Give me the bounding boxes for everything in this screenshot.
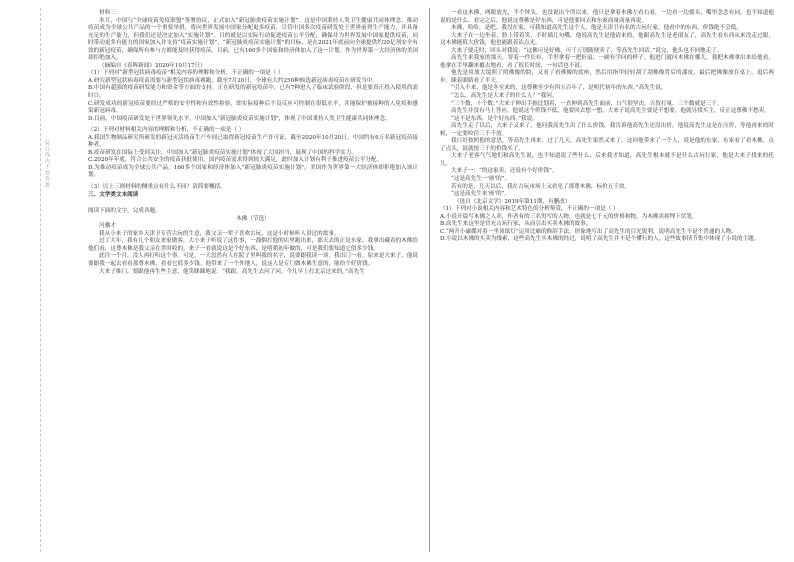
right-column <box>440 10 774 244</box>
question3-stem: （3）以上三则材料的侧重点有什么不同？请简要概括。 <box>88 184 226 191</box>
material3-label: 材料三： <box>99 10 122 16</box>
story-paragraph: 我只好按照他的意思，等高先生再来。过了几天，高先生果然又来了，这回他带来了一个人，说是他的东家，东家看了看木佛，点了点头，说就按三千的价钱买了。 <box>440 138 774 152</box>
question2-stem: （2）下列对材料相关内容的理解和分析，不正确的一项是（ ） <box>88 127 245 134</box>
binding-margin-text: 装订线内不要答题 <box>44 140 50 188</box>
material3-body: 本月，中国与“全球疫苗免疫联盟”签署协议，正式加入“新冠肺炎疫苗实施计划”。这是中国秉持人类卫生健康共同体理念、推动疫苗成为全球公共产品的一个重要举措，将向世界发展中国家分配更多疫苗，尽管中国多次疫苗研发处于世界前列生产能力，并具备充足的生产能力，但我们还是决定加入“实施计划”，目的就是以实际行动促进疫苗公平分配，确保并为世界发展中国家提供疫苗，同时带动更多有能力的国家加入并支持“疫苗实施计划”。“新冠肺炎疫苗实施计划”的目标，是在2021年底前向全球提供约20亿剂安全有效的新冠疫苗，确保所有参与方都能及时获得疫苗。目前，已有160多个国家和经济体加入了这一计划。作为世界第一大经济体的美国却拒绝加入。 <box>88 17 418 62</box>
question2-option-a: A.我国生物制品研究所研发的新冠灭活疫苗生产车间已取得新冠疫苗生产许可证，截至2020年10月20日，中国约有6万名新冠疫苗接种者。 <box>88 134 418 149</box>
story-question1-option-b: B.高先生来这里是冒充古玩行家，从而引出买卖木佛的故事。 <box>440 221 592 228</box>
story-question1-option-d: D.小说以木佛的买卖为线索，这些高先生买木佛的经过，说明了高先生并不是个懂行的人，这些故事情节集中体现了小说的主题。 <box>440 236 760 243</box>
story-source: （选自《北京文学》2019年第11期，有删改） <box>454 198 571 205</box>
story-paragraph: 过了大年，我有几个朋友来家做客，大小来子听说了这件事，一溜烟打他的店里跑出来，那天去的正是东家。我拿出藏着的木佛给他们看，这尊木佛是我父亲在世时收的，来子一看就说这是个好东西，是明朝初年做的，可是我们要知道它值多少钱。 <box>88 238 418 252</box>
left-column <box>88 10 418 276</box>
story-question1-option-c: C.“两升小磁碟对着一坐顶纸灯”运用比喻的修辞手法，形象地写出了高先生的目光锐利，说明高先生不是个普通的人物。 <box>440 228 737 235</box>
reading-instruction: 阅读下面的文字，完成各题。 <box>88 208 161 215</box>
story-paragraph: “引入不来，他是冬至来的，这尊佛至少有四五百年了，是明代初年的东西。”高先生说。 <box>451 85 667 92</box>
story-paragraph: “这是高先生一'画'的”。 <box>451 176 511 183</box>
story-paragraph: 高先生并没有马上答应，他说这个价钱不低，他要回去想一想。大来子说高先生要是不想要，他就另找买主，反正这尊佛不愁卖。 <box>451 108 770 115</box>
story-author: 冯骥才 <box>99 223 116 230</box>
question2-option-d: D.为推动疫苗成为全球公共产品，160多个国家和经济体加入“新冠肺炎疫苗实施计划”，美国作为世界第一大经济体却拒绝加入该计划。 <box>88 164 418 179</box>
story-question1-option-a: A.小说开篇写木佛之人卖，作者有的三名男写的人物，也就是七千元的价格和物，为木佛卖掉埋下伏笔。 <box>440 213 698 220</box>
story-paragraph: 大来子老客气气地们和高先生说，也不知道说了些什么，后来我才知道，高先生根本就不是什么古玩行家，他是大来子找来的托儿。 <box>440 153 774 167</box>
story-paragraph: 若有的是，几天以后，我在古玩市场上又看见了那尊木佛，标价五千块。 <box>451 183 631 190</box>
section-title: 三、文学类文本阅读 <box>88 191 139 198</box>
story-paragraph: 高先生走了以后，大来子又来了，他问我高先生出了什么价钱，我告诉他高先生还没出价，他说高先生这是在压价，等他再来的时候，一定要咬住三千不放。 <box>440 123 774 137</box>
story-paragraph: “这不是东西，是个好东西。”我说。 <box>451 115 538 122</box>
question1-option-b: B.中国有超强的疫苗研发能力和资金等方面的支持，正在研发的新冠疫苗中，已有7种进入了临床试验阶段，但是要真正投入使用尚需时日。 <box>88 85 418 100</box>
binding-margin-line <box>40 8 41 552</box>
story-paragraph: “三个数，十个数。”大来子伸出手指比划着，一直伸到高先生面前，口气很坚决。吉賀打量，三个数就是三千。 <box>451 100 723 107</box>
story-paragraph: 高先生来我家的那天，穿着一件长衫，手里拿着一把折扇，一副有学问的样子。他进门就问木佛在哪儿，我把木佛拿出来给他看，他拿在手里翻来覆去地看，看了很长时间，一句话也不说。 <box>440 55 774 69</box>
story-paragraph: 一看这木佛，两眼放光，半个钟头，也没说出个所以来，他只是拿着木佛左看右看，一边看一边摇头，嘴里念念有词，也不知道他说的是什么。看完之后，他说这尊佛是好东西，可是他要回去和东家商量商量再说。 <box>440 10 774 24</box>
story-paragraph: 大来子一：“的这家卖，还说有个好价钱”。 <box>451 168 558 175</box>
story-question1-stem: （1）下列对小说相关内容和艺术特色的分析鉴赏，不正确的一项是（ ） <box>440 206 619 213</box>
question2-option-c: C.2020年年底，符合公共安全的疫苗获批使用，国内疫苗需求得到较大满足，此时加入计划有利于推进疫苗公平分配。 <box>88 157 383 164</box>
story-title: 木佛（节选） <box>236 215 270 222</box>
story-paragraph: 大来子在一边坐着，脸上带着笑，不时插几句嘴，他说高先生是他请来的，他跟高先生是老朋友了，高先生看东西从来没走过眼，这木佛能值大价钱，他也能跟着沾点光。 <box>440 32 774 47</box>
question1-option-a: A.研究新型冠状病毒疫苗需要与新型冠状病毒赛跑。截至7月20日，全球有大约250种候选新冠病毒疫苗在研发当中。 <box>88 77 379 84</box>
story-paragraph: 他先是用放大镜照了照佛像的脸，又看了看佛像的底座，然后用指甲轻轻刮了刮佛像背后的漆皮，最后把佛像放在桌上，退后两步，眯着眼睛看了半天。 <box>440 70 774 84</box>
story-paragraph: 此往一个月，没人再打听这个事。可是，一天忽然有人在院子里叫我的名字，说要跟我谈一谈。我出门一看，原来是大来子，他说要跟我一起去看看那尊木佛，看看它值多少钱。他带来了一个外地人，说这人是专门做木佛生意的，能给个好价钱。 <box>88 253 418 267</box>
column-divider <box>429 8 430 552</box>
question1-option-c: C.研发成功的新冠疫苗要经过严格的安全性和有效性检验，即实际接种后不良反应可控制在很低水平，并能保护被接种的人免疫和感染新冠病毒。 <box>88 100 418 115</box>
story-paragraph: “怎么，高先生是大来子的什么人？”我问。 <box>451 93 558 100</box>
story-paragraph: 木佛，哈哈，是吧。我没在家，可我知道高先生这个人，他是天津卫有名的古玩行家，他看中的东西，价钱绝不会低。 <box>451 25 742 32</box>
story-paragraph: “这是高先生来'画'的”。 <box>451 191 511 198</box>
story-paragraph: 大来子推门，要跟他再生些主意，他笑眯眯地说：“我跟，高先生去问了问，今儿早上打北京过来的。”高先生 <box>99 268 365 275</box>
story-paragraph: 大来子要走时，回头对我说：“这佛可是好佛，可千万别随便卖了，等高先生回话。”说完，他头也不回地走了。 <box>451 47 723 54</box>
material3-source: （摘编自《春晖新闻》2020年10月17日） <box>99 62 206 69</box>
question1-option-d: D.目前，中国疫苗研发处于世界领先水平，中国加入“新冠肺炎疫苗实施计划”，体现了中国秉持人类卫生健康共同体理念。 <box>88 115 391 122</box>
question2-option-b: B.疫苗研发在国际上受到关注，中国加入“新冠肺炎疫苗实施计划”体现了大国担当，展现了中国的科学实力。 <box>88 149 357 156</box>
question1-stem: （1）下列对“新型冠状病毒疫苗”相关内容的理解和分析，不正确的一项是（ ） <box>88 70 284 77</box>
story-paragraph: 我从小来子的家乡天津卫专营古玩的生意，我父亲一辈子喜欢古玩，这是小时候听人讲过的故事。 <box>99 230 340 237</box>
